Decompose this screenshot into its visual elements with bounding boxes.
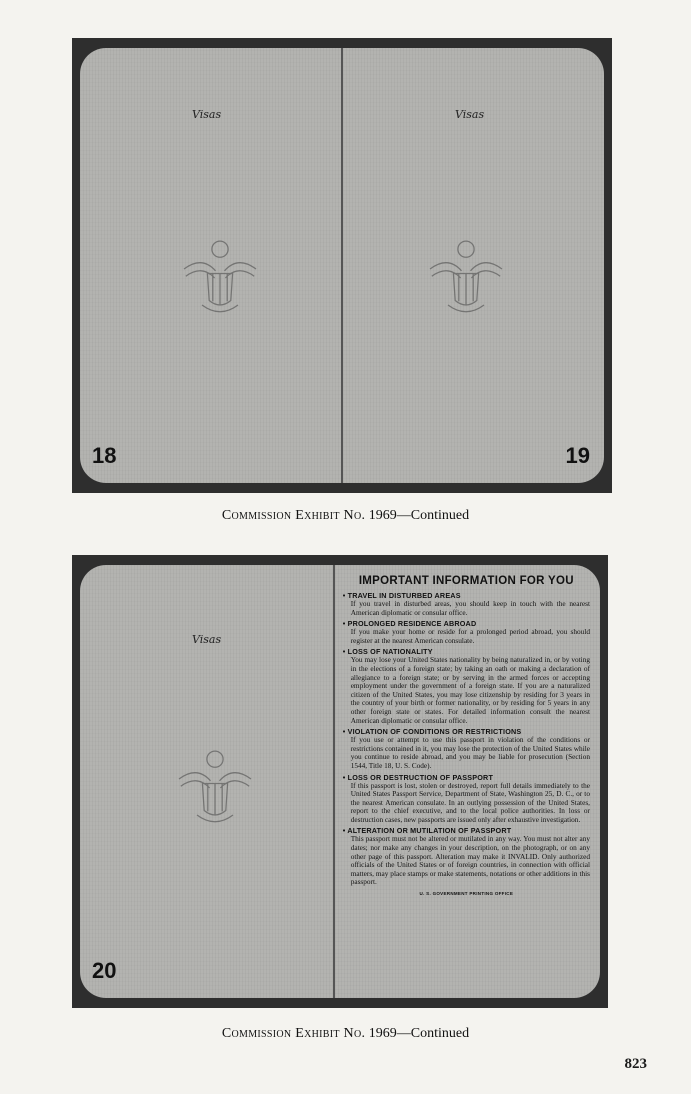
info-section-heading: • ALTERATION OR MUTILATION OF PASSPORT xyxy=(343,826,590,835)
info-section-heading: • VIOLATION OF CONDITIONS OR RESTRICTIONS xyxy=(343,727,590,736)
passport-spread-photo-bottom xyxy=(72,555,608,1008)
info-section-body: If you make your home or reside for a prolonged period abroad, you should register at the nearest American consulate. xyxy=(350,627,590,645)
page-number: 18 xyxy=(92,443,117,468)
info-section-heading: • PROLONGED RESIDENCE ABROAD xyxy=(343,619,590,628)
info-section xyxy=(343,619,590,645)
folio-page-number: 823 xyxy=(624,1056,647,1072)
passport-page-20 xyxy=(80,565,334,998)
caption-prefix: Commission Exhibit No. xyxy=(221,508,366,523)
info-section xyxy=(343,826,590,887)
eagle-seal-icon xyxy=(170,743,260,833)
eagle-seal-icon xyxy=(175,233,265,323)
info-section xyxy=(343,591,590,617)
info-title: IMPORTANT INFORMATION FOR YOU xyxy=(358,575,574,587)
info-section-body: If this passport is lost, stolen or destroyed, report full details immediately to the United States Passport Service, Department of State, Washington 25, D. C., or to the nearest American consulate. In an outlying possession of the United States, report to the chief executive, and to the local police authorities. In loss or destruction cases, new passports are issued only after exhaustive investigation. xyxy=(350,780,590,824)
info-section xyxy=(343,773,590,825)
caption-prefix: Commission Exhibit No. xyxy=(221,1026,366,1041)
exhibit-caption-bottom xyxy=(0,1026,691,1042)
info-section-body: If you use or attempt to use this passport in violation of the conditions or restrictions contained in it, you may lose the protection of the United States while you continue to reside abroad, and you may be liable for prosecution (Section 1544, Title 18, U. S. Code). xyxy=(350,735,590,770)
passport-page-19 xyxy=(342,48,604,483)
info-section-body: If you travel in disturbed areas, you should keep in touch with the nearest American diplomatic or consular office. xyxy=(350,599,590,617)
info-section xyxy=(343,727,590,770)
page-number: 20 xyxy=(92,958,117,983)
info-section xyxy=(343,647,590,725)
info-section-body: You may lose your United States nationality by being naturalized in, or by voting in the elections of a foreign state; by taking an oath or making a declaration of allegiance to a foreign state; or by serving in the armed forces or accepting employment under the government of a foreign state. If you are a naturalized citizen of the United States, you may lose citizenship by residing for 3 years in the country of your birth or former nationality, or by residing for 5 years in any other foreign state or states. For detailed information consult the nearest American diplomatic or consular office. xyxy=(350,655,590,725)
info-section-heading: • LOSS OR DESTRUCTION OF PASSPORT xyxy=(343,773,590,782)
page-number: 19 xyxy=(565,443,590,468)
important-information-page xyxy=(334,565,600,998)
printer-imprint: U. S. GOVERNMENT PRINTING OFFICE xyxy=(419,891,514,897)
info-section-heading: • TRAVEL IN DISTURBED AREAS xyxy=(343,591,590,600)
passport-spread-photo-top xyxy=(72,38,612,493)
exhibit-caption-top xyxy=(0,508,691,524)
visas-heading: Visas xyxy=(192,633,222,646)
info-section-body: This passport must not be altered or mutilated in any way. You must not alter any dates; nor make any changes in your description, on the photograph, or on any other page of this passport. Alteration may make it INVALID. Only authorized officials of the United States or of foreign countries, in connection with official matters, may place stamps or make statements, notations or other additions in this passport. xyxy=(350,834,590,887)
eagle-seal-icon xyxy=(421,233,511,323)
caption-number: 1969—Continued xyxy=(368,508,470,523)
visas-heading: Visas xyxy=(192,108,222,121)
passport-page-18 xyxy=(80,48,342,483)
caption-number: 1969—Continued xyxy=(368,1026,470,1041)
visas-heading: Visas xyxy=(455,108,485,121)
info-section-heading: • LOSS OF NATIONALITY xyxy=(343,647,590,656)
